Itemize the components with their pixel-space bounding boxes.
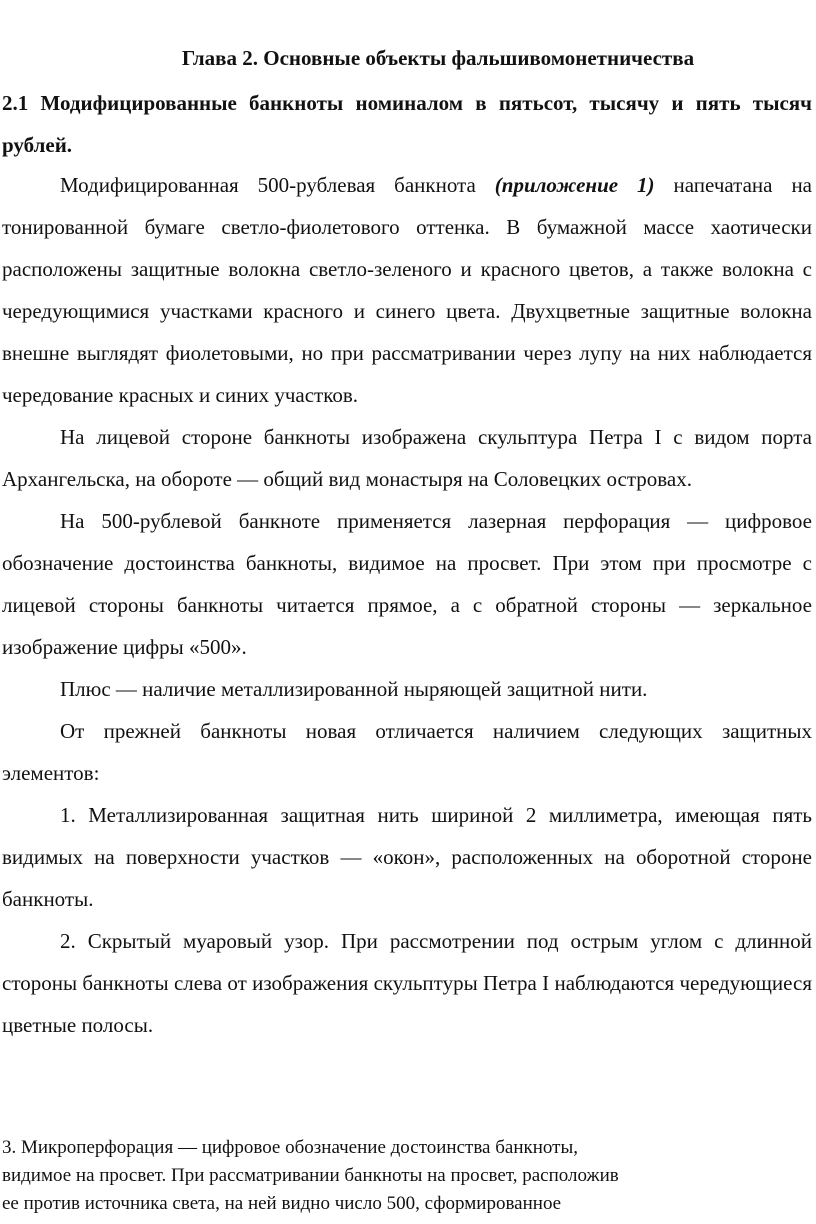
list-item-moire-pattern: 2. Скрытый муаровый узор. При рассмотрении под острым углом с длинной стороны банкноты слева от изображения скульптуры Петра I наблюдаются чередующиеся цветные полосы.	[2, 929, 812, 1037]
paragraph-laser-perforation: На 500-рублевой банкноте применяется лазерная перфорация — цифровое обозначение достоинства банкноты, видимое на просвет. При этом при просмотре с лицевой стороны банкноты читается прямое, а с обратной стороны — зеркальное изображение цифры «500».	[2, 509, 812, 659]
appendix-reference: (приложение 1)	[494, 173, 655, 197]
paragraph-imagery: На лицевой стороне банкноты изображена скульптура Петра I с видом порта Архангельска, на обороте — общий вид монастыря на Соловецких островах.	[2, 425, 812, 491]
list-item-microperforation	[2, 1134, 812, 1218]
paragraph-text: напечатана на тонированной бумаге светло-фиолетового оттенка. В бумажной массе хаотически расположены защитные волокна светло-зеленого и красного цветов, а также волокна с чередующимися участками красного и синего цвета. Двухцветные защитные волокна внешне выглядят фиолетовыми, но при рассматривании через лупу на них наблюдается чередование красных и синих участков.	[2, 173, 813, 407]
list-item-metal-thread: 1. Металлизированная защитная нить шириной 2 миллиметра, имеющая пять видимых на поверхности участков — «окон», расположенных на оборотной стороне банкноты.	[2, 803, 812, 911]
paragraph-new-elements-intro: От прежней банкноты новая отличается наличием следующих защитных элементов:	[2, 719, 812, 785]
section-title: 2.1 Модифицированные банкноты номиналом в пятьсот, тысячу и пять тысяч рублей.	[2, 91, 812, 157]
chapter-title: Глава 2. Основные объекты фальшивомонетничества	[181, 46, 695, 70]
paragraph-paper-description	[2, 164, 812, 416]
tail-line: ее против источника света, на ней видно число 500, сформированное	[2, 1193, 562, 1214]
paragraph-text: Модифицированная 500-рублевая банкнота	[60, 173, 495, 197]
paragraph-security-thread: Плюс — наличие металлизированной ныряющей защитной нити.	[60, 677, 648, 701]
document-body	[2, 164, 812, 1046]
tail-line: 3. Микроперфорация — цифровое обозначение достоинства банкноты,	[2, 1137, 578, 1158]
tail-line: видимое на просвет. При рассматривании банкноты на просвет, расположив	[2, 1165, 619, 1186]
